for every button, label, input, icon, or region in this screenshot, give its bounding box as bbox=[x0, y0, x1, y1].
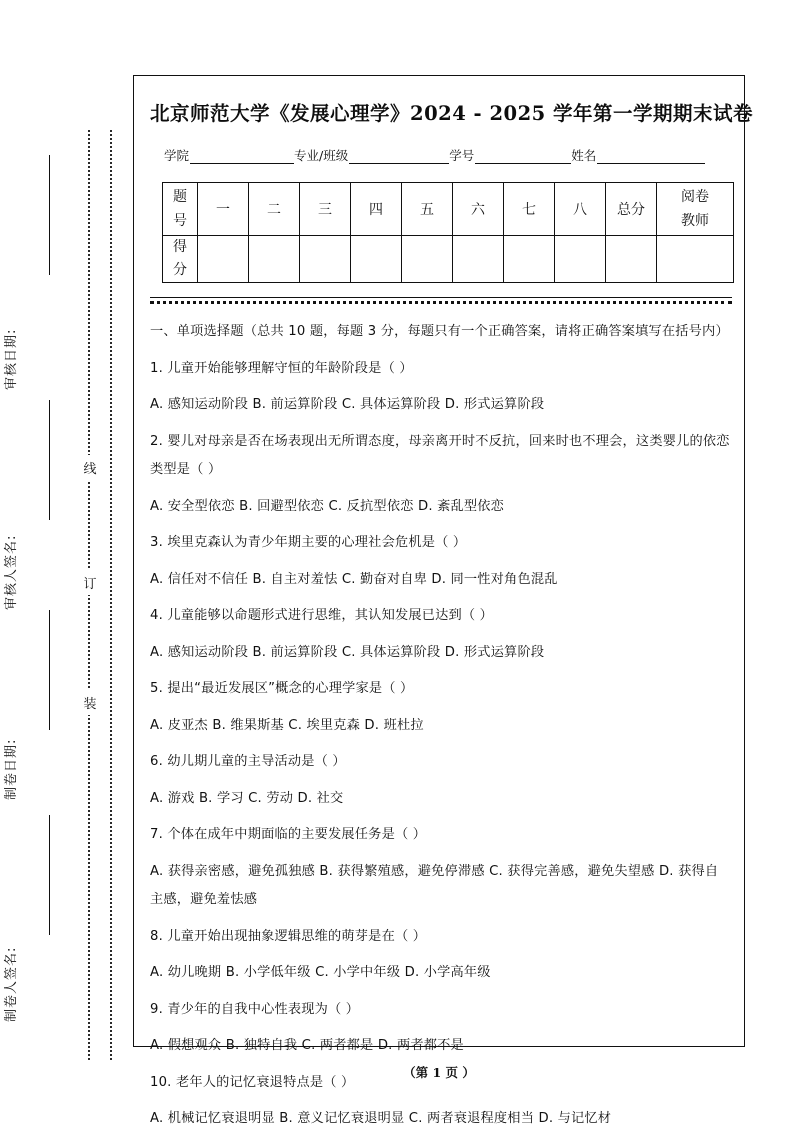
score-cell-grader[interactable] bbox=[657, 236, 734, 283]
page-title: 北京师范大学《发展心理学》2024 - 2025 学年第一学期期末试卷 bbox=[150, 102, 754, 125]
question-stem-3: 3. 埃里克森认为青少年期主要的心理社会危机是（ ） bbox=[150, 535, 467, 550]
binding-char-zhuang: 装 bbox=[82, 690, 98, 715]
question-options-10[interactable]: A. 机械记忆衰退明显 B. 意义记忆衰退明显 C. 两者衰退程度相当 D. 与记忆材 bbox=[150, 1111, 612, 1126]
question-options-3[interactable]: A. 信任对不信任 B. 自主对羞怯 C. 勤奋对自卑 D. 同一性对角色混乱 bbox=[150, 571, 558, 587]
score-cell-3[interactable] bbox=[300, 236, 351, 283]
question-options-9[interactable]: A. 假想观众 B. 独特自我 C. 两者都是 D. 两者都不是 bbox=[150, 1038, 464, 1053]
section-separator bbox=[150, 297, 730, 304]
row-label-question-number bbox=[163, 183, 198, 236]
question-options-2[interactable]: A. 安全型依恋 B. 回避型依恋 C. 反抗型依恋 D. 紊乱型依恋 bbox=[150, 498, 505, 514]
field-student-id-label: 学号 bbox=[449, 148, 475, 163]
margin-rule-1 bbox=[49, 155, 50, 275]
separator-solid-line bbox=[150, 297, 732, 298]
field-name-input[interactable] bbox=[597, 150, 705, 164]
column-header-8: 八 bbox=[555, 183, 606, 236]
column-header-grader bbox=[657, 183, 734, 236]
separator-dotted-line bbox=[150, 301, 732, 304]
field-college-label: 学院 bbox=[164, 148, 190, 163]
margin-rule-3 bbox=[49, 610, 50, 730]
field-major-class bbox=[294, 146, 449, 164]
column-header-2: 二 bbox=[249, 183, 300, 236]
question-stem-1: 1. 儿童开始能够理解守恒的年龄阶段是（ ） bbox=[150, 360, 413, 376]
score-cell-8[interactable] bbox=[555, 236, 606, 283]
margin-rule-2 bbox=[49, 400, 50, 520]
question-stem-10: 10. 老年人的记忆衰退特点是（ ） bbox=[150, 1074, 355, 1090]
binding-char-ding: 订 bbox=[82, 570, 98, 595]
binding-dotted-line-left bbox=[88, 130, 90, 1060]
table-row-question-numbers bbox=[163, 183, 734, 236]
section-heading: 一、单项选择题（总共 10 题，每题 3 分，每题只有一个正确答案，请将正确答案填写在括号内） bbox=[150, 324, 729, 339]
field-college-input[interactable] bbox=[190, 150, 294, 164]
margin-label-review-date: 审核日期: bbox=[4, 328, 19, 390]
question-options-6[interactable]: A. 游戏 B. 学习 C. 劳动 D. 社交 bbox=[150, 790, 344, 806]
score-cell-7[interactable] bbox=[504, 236, 555, 283]
score-cell-4[interactable] bbox=[351, 236, 402, 283]
field-major-class-label: 专业/班级 bbox=[294, 148, 349, 163]
column-header-7: 七 bbox=[504, 183, 555, 236]
column-header-5: 五 bbox=[402, 183, 453, 236]
field-major-class-input[interactable] bbox=[349, 150, 449, 164]
question-options-5[interactable]: A. 皮亚杰 B. 维果斯基 C. 埃里克森 D. 班杜拉 bbox=[150, 717, 424, 733]
page-footer: （第 1 页 ） bbox=[403, 1065, 475, 1080]
question-stem-9: 9. 青少年的自我中心性表现为（ ） bbox=[150, 1001, 360, 1017]
score-cell-total[interactable] bbox=[606, 236, 657, 283]
margin-label-reviewer-signature: 审核人签名: bbox=[4, 534, 19, 610]
row-label-question-number-line2: 号 bbox=[173, 213, 187, 229]
question-stem-6: 6. 幼儿期儿童的主导活动是（ ） bbox=[150, 754, 346, 769]
column-header-1: 一 bbox=[198, 183, 249, 236]
margin-label-producer-signature: 制卷人签名: bbox=[4, 946, 19, 1022]
row-label-score-line2: 分 bbox=[173, 262, 187, 278]
question-options-7[interactable]: A. 获得亲密感，避免孤独感 B. 获得繁殖感，避免停滞感 C. 获得完善感，避免失望感 D. 获得自主感，避免羞怯感 bbox=[150, 863, 719, 907]
question-options-1[interactable]: A. 感知运动阶段 B. 前运算阶段 C. 具体运算阶段 D. 形式运算阶段 bbox=[150, 397, 545, 412]
field-name-label: 姓名 bbox=[571, 148, 597, 163]
question-options-8[interactable]: A. 幼儿晚期 B. 小学低年级 C. 小学中年级 D. 小学高年级 bbox=[150, 965, 491, 980]
field-name bbox=[571, 146, 705, 164]
column-header-6: 六 bbox=[453, 183, 504, 236]
score-cell-6[interactable] bbox=[453, 236, 504, 283]
question-stem-5: 5. 提出“最近发展区”概念的心理学家是（ ） bbox=[150, 681, 414, 696]
score-cell-2[interactable] bbox=[249, 236, 300, 283]
question-body bbox=[150, 318, 730, 1134]
question-stem-2: 2. 婴儿对母亲是否在场表现出无所谓态度，母亲离开时不反抗，回来时也不理会，这类婴儿的依恋类型是（ ） bbox=[150, 433, 730, 477]
column-header-3: 三 bbox=[300, 183, 351, 236]
question-options-4[interactable]: A. 感知运动阶段 B. 前运算阶段 C. 具体运算阶段 D. 形式运算阶段 bbox=[150, 644, 545, 660]
student-identity-row bbox=[164, 146, 730, 164]
row-label-question-number-line1: 题 bbox=[173, 189, 187, 205]
margin-rule-4 bbox=[49, 815, 50, 935]
score-cell-5[interactable] bbox=[402, 236, 453, 283]
margin-label-produce-date: 制卷日期: bbox=[4, 738, 19, 800]
column-header-grader-line2: 教师 bbox=[681, 213, 709, 229]
row-label-score bbox=[163, 236, 198, 283]
column-header-total: 总分 bbox=[606, 183, 657, 236]
score-summary-table bbox=[162, 182, 734, 283]
column-header-4: 四 bbox=[351, 183, 402, 236]
field-student-id bbox=[449, 146, 571, 164]
question-stem-8: 8. 儿童开始出现抽象逻辑思维的萌芽是在（ ） bbox=[150, 928, 427, 944]
table-row-scores bbox=[163, 236, 734, 283]
binding-char-xian: 线 bbox=[82, 455, 98, 480]
field-student-id-input[interactable] bbox=[475, 150, 571, 164]
exam-content bbox=[150, 86, 754, 1134]
question-stem-4: 4. 儿童能够以命题形式进行思维，其认知发展已达到（ ） bbox=[150, 608, 494, 623]
binding-dotted-line-right bbox=[110, 130, 112, 1060]
score-cell-1[interactable] bbox=[198, 236, 249, 283]
question-stem-7: 7. 个体在成年中期面临的主要发展任务是（ ） bbox=[150, 827, 427, 842]
field-college bbox=[164, 146, 294, 164]
column-header-grader-line1: 阅卷 bbox=[681, 189, 709, 205]
row-label-score-line1: 得 bbox=[173, 239, 187, 255]
left-margin-annotations bbox=[0, 0, 128, 1122]
